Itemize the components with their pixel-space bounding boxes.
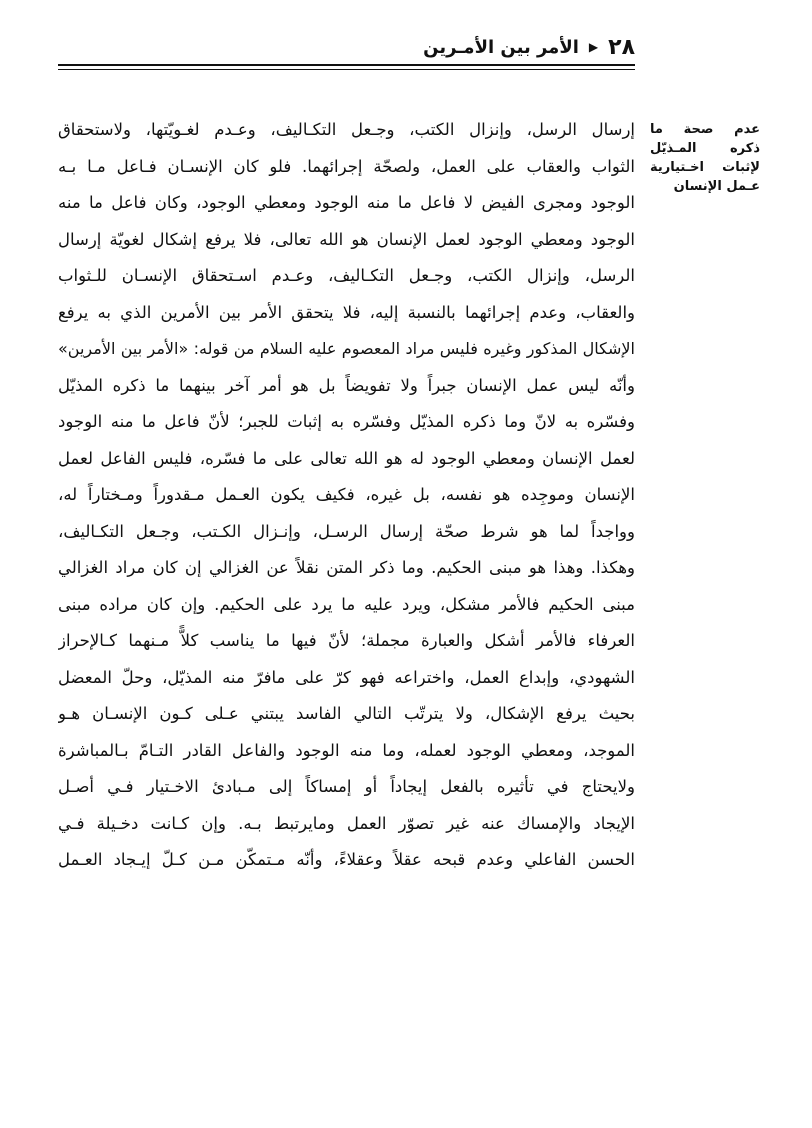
header-rule-thin [58,69,635,70]
text-line: ولايحتاج في تأثيره بالفعل إيجاداً أو إمساكاً إلى مـبادئ الاخـتيار فـي أصـل [58,777,635,796]
text-line: والعقاب، وعدم إجرائهما بالنسبة إليه، فلا يتحقق الأمر بين الأمرين الذي به يرفع [58,302,635,322]
text-line: بحيث يرفع الإشكال، ولا يترتّب التالي الفاسد يبتني عـلى كـون الإنسـان هـو [58,704,635,723]
text-line: الوجود ومعطي الوجود لعمل الإنسان هو الله تعالى، فلا يرفع إشكال لغويّة إرسال [58,229,635,249]
page-number: ٢٨ [608,34,635,60]
chapter-title: الأمر بين الأمـرين [423,36,579,58]
body-text [58,112,635,879]
text-line: الرسل، وإنزال الكتب، وجـعل التكـاليف، وعـدم اسـتحقاق الإنسـان للـثواب [58,266,635,285]
text-line: العرفاء فالأمر أشكل والعبارة مجملة؛ لأنّ فيها ما يناسب كلاًّ مـنهما كـالإحراز [58,631,635,650]
text-line: الإيجاد والإمساك عنه غير تصوّر العمل ومايرتبط بـه. وإن كـانت دخـيلة فـي [58,813,635,833]
header-arrow-icon: ▶ [588,40,599,54]
text-line: الإنسان وموجِده هو نفسه، بل غيره، فكيف يكون العـمل مـقدوراً ومـختاراً له، [58,485,635,504]
text-line: الوجود ومجرى الفيض لا فاعل ما منه الوجود ومعطي الوجود، وكان فاعل ما منه [58,193,635,212]
running-header [58,30,635,64]
header-rule-thick [58,64,635,66]
margin-note: عدم صحة ما ذكره المـذيّل لإثبات اخـتيارية عـمل الإنسان [650,122,760,194]
text-line: الثواب والعقاب على العمل، ولصحّة إجرائهما. فلو كان الإنسـان فـاعل مـا بـه [58,156,635,176]
text-line: وأنّه ليس عمل الإنسان جبراً ولا تفويضاً بل هو أمر آخر بينهما ما ذكره المذيّل [58,375,635,395]
text-line: إرسال الرسل، وإنزال الكتب، وجـعل التكـاليف، وعـدم لغـويّتها، ولاستحقاق [58,120,635,139]
text-line: الشهودي، وإبداع العمل، واختراعه فهو كرّ على مافرّ منه المذيّل، وحلّ المعضل [58,667,635,687]
text-line: الموجد، ومعطي الوجود لعمله، وما منه الوجود والفاعل القادر التـامّ بـالمباشرة [58,740,635,760]
text-line: الحسن الفاعلي وعدم قبحه عقلاً وعقلاءً، وأنّه مـتمكّن مـن كـلّ إيـجاد العـمل [58,850,635,869]
text-line: الإشكال المذكور وغيره فليس مراد المعصوم عليه السلام من قوله: «الأمر بين الأمرين» [58,339,635,358]
text-line: وفسّره به لانّ وما ذكره المذيّل وفسّره به إثبات للجبر؛ لأنّ فاعل ما منه الوجود [58,412,635,431]
text-line: لعمل الإنسان ومعطي الوجود له هو الله تعالى على ما فسّره، فليس الفاعل لعمل [58,448,635,468]
text-line: وهكذا. وهذا هو مبنى الحكيم. وما ذكر المتن نقلاً عن الغزالي إن كان مراد الغزالي [58,558,635,577]
text-line: مبنى الحكيم فالأمر مشكل، ويرد عليه ما يرد على الحكيم. وإن كان مراده مبنى [58,594,635,614]
text-line: وواجداً لما هو شرط صحّة إرسال الرسـل، وإنـزال الكـتب، وجـعل التكـاليف، [58,521,635,541]
